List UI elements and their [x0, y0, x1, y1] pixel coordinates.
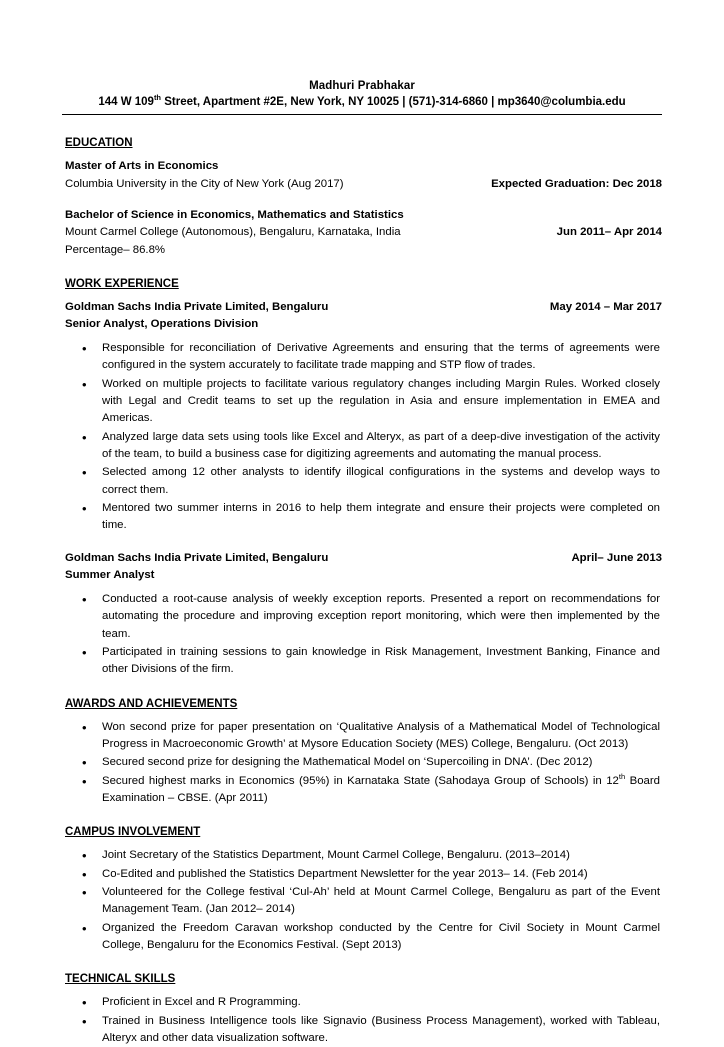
address-ordinal-suffix: th [153, 93, 162, 103]
education-school: Columbia University in the City of New York (Aug 2017) [65, 178, 344, 191]
work-bullet-list [62, 591, 662, 679]
work-entry [62, 299, 662, 334]
work-role: Summer Analyst [65, 569, 155, 582]
list-item: • Secured highest marks in Economics (95%) in Karnataka State (Sahodaya Group of Schools) in 12th Board Examination – CBSE. (Apr 2011) [62, 773, 662, 808]
education-degree: Bachelor of Science in Economics, Mathematics and Statistics [65, 208, 404, 221]
section-heading-technical-skills: TECHNICAL SKILLS [65, 973, 176, 986]
list-item: • Won second prize for paper presentation on ‘Qualitative Analysis of a Mathematical Model of Technological Progress in Macroeconomic Growth’ at Mysore Education Society (MES) College, Bengaluru. (Oct 2013) [62, 719, 662, 754]
section-heading-awards: AWARDS AND ACHIEVEMENTS [65, 697, 238, 710]
work-company-row [65, 299, 662, 317]
work-date: April– June 2013 [571, 551, 662, 564]
list-item: • Secured second prize for designing the Mathematical Model on ‘Supercoiling in DNA’. (Dec 2012) [62, 754, 662, 771]
list-item: • Conducted a root-cause analysis of weekly exception reports. Presented a report on recommendations for automating the procedure and improving exception report monitoring, which were then implemented by the team. [62, 591, 662, 643]
list-item: • Joint Secretary of the Statistics Department, Mount Carmel College, Bengaluru. (2013–2014) [62, 847, 662, 864]
skills-bullet-list [62, 994, 662, 1047]
list-item: • Worked on multiple projects to facilitate various regulatory changes including Margin Rules. Worked closely with Legal and Credit teams to set up the regulation in Asia and ensure implementation in EMEA and Americas. [62, 376, 662, 428]
work-date: May 2014 – Mar 2017 [549, 300, 662, 313]
education-date: Jun 2011– Apr 2014 [556, 226, 662, 239]
campus-bullet-list [62, 847, 662, 954]
list-item: • Analyzed large data sets using tools like Excel and Alteryx, as part of a deep-dive investigation of the activity of the team, to build a business case for digitizing agreements and automating the manual process. [62, 429, 662, 464]
list-item: • Mentored two summer interns in 2016 to help them integrate and ensure their projects were completed on time. [62, 500, 662, 535]
list-item: • Responsible for reconciliation of Derivative Agreements and ensuring that the terms of agreements were configured in the system accurately to facilitate trade mapping and STP flow of trades. [62, 340, 662, 375]
list-item: • Volunteered for the College festival ‘Cul-Ah’ held at Mount Carmel College, Bengaluru as part of the Event Management Team. (Jan 2012– 2014) [62, 884, 662, 919]
education-entry [62, 158, 662, 193]
awards-bullet-list [62, 719, 662, 808]
list-item: • Trained in Business Intelligence tools like Signavio (Business Process Management), worked with Tableau, Alteryx and other data visualization software. [62, 1013, 662, 1047]
list-item: • Proficient in Excel and R Programming. [62, 994, 662, 1011]
education-percentage: Percentage– 86.8% [65, 244, 166, 257]
work-company: Goldman Sachs India Private Limited, Bengaluru [65, 551, 329, 564]
work-role: Senior Analyst, Operations Division [65, 318, 259, 331]
list-item: • Organized the Freedom Caravan workshop conducted by the Centre for Civil Society in Mount Carmel College, Bengaluru for the Economics Festival. (Sept 2013) [62, 920, 662, 955]
education-school-row [65, 224, 662, 242]
list-item: • Participated in training sessions to gain knowledge in Risk Management, Investment Banking, Finance and other Divisions of the firm. [62, 644, 662, 679]
section-heading-education: EDUCATION [65, 137, 133, 150]
education-date: Expected Graduation: Dec 2018 [491, 178, 662, 191]
work-entry [62, 550, 662, 585]
contact-address-pre: 144 W 109 [98, 96, 154, 109]
education-entry [62, 207, 662, 260]
work-company-row [65, 550, 662, 568]
work-bullet-list [62, 340, 662, 535]
contact-address-post: Street, Apartment #2E, New York, NY 10025 | (571)-314-6860 | mp3640@columbia.edu [161, 96, 626, 109]
education-degree: Master of Arts in Economics [65, 160, 219, 173]
education-school: Mount Carmel College (Autonomous), Bengaluru, Karnataka, India [65, 226, 401, 239]
section-heading-work-experience: WORK EXPERIENCE [65, 277, 179, 290]
section-heading-campus-involvement: CAMPUS INVOLVEMENT [65, 826, 201, 839]
contact-line [62, 94, 662, 115]
education-school-row [65, 176, 662, 194]
work-company: Goldman Sachs India Private Limited, Bengaluru [65, 300, 329, 313]
list-item: • Selected among 12 other analysts to identify illogical configurations in the systems and develop ways to correct them. [62, 464, 662, 499]
page-title: Madhuri Prabhakar [309, 80, 415, 92]
list-item: • Co-Edited and published the Statistics Department Newsletter for the year 2013– 14. (Feb 2014) [62, 866, 662, 883]
